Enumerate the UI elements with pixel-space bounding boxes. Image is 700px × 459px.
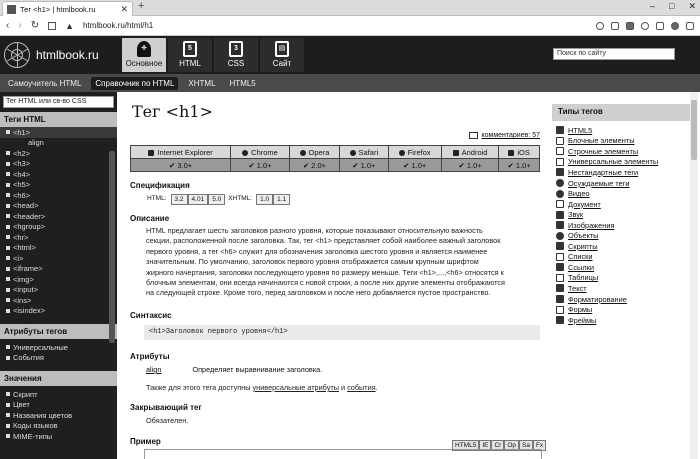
tile-css[interactable] bbox=[214, 38, 258, 72]
list-icon bbox=[556, 253, 564, 261]
script-icon bbox=[556, 242, 564, 250]
browser-name-opera: Opera bbox=[289, 146, 339, 159]
tagtype-document[interactable]: Документ bbox=[556, 199, 694, 210]
tagtype-block[interactable]: Блочные элементы bbox=[556, 136, 694, 147]
sidebar-item-color[interactable]: Цвет bbox=[0, 400, 117, 411]
closing-tag-text: Обязателен. bbox=[146, 416, 189, 425]
sidebar-item-head[interactable]: <head> bbox=[0, 201, 117, 212]
example-tab-firefox[interactable]: Fx bbox=[533, 440, 546, 451]
spec-heading: Спецификация bbox=[130, 181, 190, 190]
maximize-button[interactable]: □ bbox=[669, 1, 675, 11]
attributes-heading: Атрибуты тегов bbox=[0, 324, 117, 339]
tag-types-list bbox=[552, 121, 694, 325]
tagtype-objects[interactable]: Объекты bbox=[556, 230, 694, 241]
tagtype-lists[interactable]: Списки bbox=[556, 252, 694, 263]
browser-name-ios: iOS bbox=[499, 146, 540, 159]
attribute-row bbox=[146, 365, 322, 374]
frame-icon bbox=[556, 316, 564, 324]
tagtype-formatting[interactable]: Форматирование bbox=[556, 294, 694, 305]
left-sidebar bbox=[0, 92, 117, 459]
browser-version: ✔ 2.0+ bbox=[289, 159, 339, 172]
sidebar-item-h4[interactable]: <h4> bbox=[0, 169, 117, 180]
sidebar-item-universal[interactable]: Универсальные bbox=[0, 342, 117, 353]
window-controls bbox=[650, 1, 696, 12]
tagtype-tables[interactable]: Таблицы bbox=[556, 273, 694, 284]
ie-icon bbox=[148, 150, 154, 156]
forward-icon[interactable]: › bbox=[18, 20, 22, 31]
favicon-icon bbox=[7, 5, 16, 14]
safari-icon bbox=[350, 150, 356, 156]
site-logo[interactable] bbox=[4, 42, 99, 68]
example-tab-chrome[interactable]: Cr bbox=[491, 440, 504, 451]
page-scrollbar[interactable] bbox=[690, 92, 698, 459]
site-icon: ▤ bbox=[275, 41, 289, 57]
browser-name-android: Android bbox=[441, 146, 498, 159]
syntax-code: <h1>Заголовок первого уровня</h1> bbox=[144, 325, 540, 340]
video-icon bbox=[556, 190, 564, 198]
tile-basic[interactable] bbox=[122, 38, 166, 72]
description-text: HTML предлагает шесть заголовков разного уровня, которые показывают относительную важность секции, расположенной после заголовка. Так, тег <h1> представляет собой наиболее важный заголовок первого уровня, а тег <h6> служит для обозначения заголовка шестого уровня и является наименее значительным. По умолчанию, заголовок первого уровня отображается самым крупным шрифтом жирного начертания, заголовки последующего уровня по размеру меньше. Теги <h1>,...,<h6> относятся к блочным элементам, они всегда начинаются с новой строки, а после них другие элементы отображаются на следующей строке. Кроме того, перед заголовком и после него добавляется пустое пространство. bbox=[146, 226, 505, 298]
html5-icon: 5 bbox=[183, 41, 197, 57]
puzzle-icon: ✚ bbox=[137, 41, 151, 57]
comments-link[interactable]: комментариев: 57 bbox=[469, 132, 540, 139]
profile-icon[interactable] bbox=[671, 22, 679, 30]
tile-label: Сайт bbox=[272, 59, 292, 68]
spec-badges: HTML: 3.2 4.01 5.0 XHTML: 1.0 1.1 bbox=[144, 194, 290, 205]
subnav-xhtml[interactable]: XHTML bbox=[188, 78, 216, 88]
back-icon[interactable]: ‹ bbox=[6, 20, 10, 31]
sidebar-item-input[interactable]: <input> bbox=[0, 285, 117, 296]
sidebar-item-mime[interactable]: MIME-типы bbox=[0, 431, 117, 442]
universal-icon bbox=[556, 158, 564, 166]
syntax-heading: Синтаксис bbox=[130, 311, 172, 320]
browser-version: ✔ 1.0+ bbox=[441, 159, 498, 172]
right-sidebar bbox=[552, 104, 694, 459]
block-icon bbox=[556, 137, 564, 145]
tile-label: Основное bbox=[125, 59, 163, 68]
tag-search-input[interactable]: Тег HTML или св-во CSS bbox=[3, 96, 114, 108]
html5-icon bbox=[556, 126, 564, 134]
also-available-text: Также для этого тега доступны универсальные атрибуты и события. bbox=[146, 383, 378, 392]
tagtype-html5[interactable]: HTML5 bbox=[556, 125, 694, 136]
form-icon bbox=[556, 306, 564, 314]
tile-label: CSS bbox=[227, 59, 245, 68]
format-icon bbox=[556, 295, 564, 303]
subnav-html5[interactable]: HTML5 bbox=[229, 78, 256, 88]
sidebar-item-h5[interactable]: <h5> bbox=[0, 180, 117, 191]
tagtype-text[interactable]: Текст bbox=[556, 283, 694, 294]
comment-icon bbox=[469, 132, 478, 139]
sidebar-item-html[interactable]: <html> bbox=[0, 243, 117, 254]
events-link[interactable]: события bbox=[347, 383, 376, 392]
page-title: Тег <h1> bbox=[132, 102, 213, 121]
subnav-reference[interactable]: Справочник по HTML bbox=[91, 77, 178, 90]
sidebar-item-color-names[interactable]: Названия цветов bbox=[0, 410, 117, 421]
not-secure-icon[interactable]: ▲ bbox=[65, 20, 74, 31]
image-icon bbox=[556, 221, 564, 229]
tag-list bbox=[0, 127, 117, 316]
example-tab-safari[interactable]: Sa bbox=[519, 440, 533, 451]
example-tab-opera[interactable]: Op bbox=[504, 440, 519, 451]
sidebar-item-events[interactable]: События bbox=[0, 353, 117, 364]
tagtype-links[interactable]: Ссылки bbox=[556, 262, 694, 273]
browser-version: ✔ 1.0+ bbox=[499, 159, 540, 172]
browser-tabbar bbox=[0, 0, 700, 16]
extensions bbox=[596, 22, 694, 30]
tile-label: HTML bbox=[179, 59, 201, 68]
tile-html[interactable] bbox=[168, 38, 212, 72]
tile-site[interactable] bbox=[260, 38, 304, 72]
emoji-icon[interactable] bbox=[641, 22, 649, 30]
sidebar-item-h3[interactable]: <h3> bbox=[0, 159, 117, 170]
tagtype-audio[interactable]: Звук bbox=[556, 209, 694, 220]
sidebar-item-script[interactable]: Скрипт bbox=[0, 389, 117, 400]
chrome-icon bbox=[242, 150, 248, 156]
opera-icon bbox=[300, 150, 306, 156]
tag-list-scrollbar[interactable] bbox=[109, 151, 115, 343]
attr-align-link[interactable]: align bbox=[146, 365, 162, 374]
audio-icon bbox=[556, 211, 564, 219]
deprecated-icon bbox=[556, 179, 564, 187]
tags-heading: Теги HTML bbox=[0, 112, 117, 127]
extension-icon[interactable] bbox=[656, 22, 664, 30]
css3-icon: 3 bbox=[229, 41, 243, 57]
warning-icon bbox=[556, 168, 564, 176]
sidebar-item-hgroup[interactable]: <hgroup> bbox=[0, 222, 117, 233]
spider-web-icon bbox=[4, 42, 30, 68]
sidebar-item-header[interactable]: <header> bbox=[0, 211, 117, 222]
tag-types-heading: Типы тегов bbox=[552, 104, 694, 121]
subnav-tutorial[interactable]: Самоучитель HTML bbox=[8, 78, 82, 88]
scrollbar-thumb[interactable] bbox=[691, 100, 697, 160]
browser-name-firefox: Firefox bbox=[388, 146, 441, 159]
tagtype-frames[interactable]: Фреймы bbox=[556, 315, 694, 326]
main-content bbox=[130, 92, 542, 459]
bookmark-icon[interactable] bbox=[611, 22, 619, 30]
reload-icon[interactable]: ↻ bbox=[30, 20, 40, 31]
tagtype-inline[interactable]: Строчные элементы bbox=[556, 146, 694, 157]
site-search-input[interactable]: Поиск по сайту bbox=[553, 48, 675, 60]
sidebar-item-h1[interactable]: <h1> bbox=[0, 127, 117, 138]
android-icon bbox=[453, 150, 459, 156]
sidebar-item-isindex[interactable]: <isindex> bbox=[0, 306, 117, 317]
camera-icon[interactable] bbox=[596, 22, 604, 30]
close-tab-icon[interactable]: ✕ bbox=[120, 3, 128, 14]
browser-support-table bbox=[130, 145, 540, 172]
browser-version: ✔ 1.0+ bbox=[340, 159, 388, 172]
sub-navigation bbox=[0, 74, 700, 92]
closing-tag-heading: Закрывающий тег bbox=[130, 403, 202, 412]
tagtype-video[interactable]: Видео bbox=[556, 188, 694, 199]
close-window-button[interactable]: ✕ bbox=[688, 1, 696, 11]
inline-icon bbox=[556, 147, 564, 155]
example-tab-ie[interactable]: IE bbox=[479, 440, 491, 451]
address-bar bbox=[0, 16, 700, 36]
new-tab-button[interactable]: + bbox=[138, 0, 145, 12]
example-tab-html5[interactable]: HTML5 bbox=[452, 440, 479, 451]
description-heading: Описание bbox=[130, 214, 170, 223]
browser-version: ✔ 1.0+ bbox=[388, 159, 441, 172]
section-tiles bbox=[122, 38, 304, 72]
object-icon bbox=[556, 232, 564, 240]
tagtype-deprecated[interactable]: Осуждаемые теги bbox=[556, 178, 694, 189]
url-field[interactable]: htmlbook.ru/html/h1 bbox=[83, 21, 154, 30]
browser-tab[interactable] bbox=[2, 1, 133, 16]
menu-icon[interactable] bbox=[686, 22, 694, 30]
example-heading: Пример bbox=[130, 437, 161, 446]
apps-grid-icon[interactable] bbox=[48, 22, 56, 30]
values-heading: Значения bbox=[0, 371, 117, 386]
sidebar-item-align[interactable]: align bbox=[28, 138, 44, 148]
universal-attrs-link[interactable]: универсальные атрибуты bbox=[252, 383, 339, 392]
document-icon bbox=[556, 200, 564, 208]
sidebar-item-h6[interactable]: <h6> bbox=[0, 190, 117, 201]
apple-icon bbox=[508, 150, 514, 156]
sidebar-item-img[interactable]: <img> bbox=[0, 274, 117, 285]
browser-version: ✔ 1.0+ bbox=[231, 159, 290, 172]
sidebar-item-h2[interactable]: <h2> bbox=[0, 148, 117, 159]
sidebar-item-ins[interactable]: <ins> bbox=[0, 295, 117, 306]
sidebar-item-iframe[interactable]: <iframe> bbox=[0, 264, 117, 275]
tagtype-scripts[interactable]: Скрипты bbox=[556, 241, 694, 252]
tagtype-nonstandard[interactable]: Нестандартные теги bbox=[556, 167, 694, 178]
browser-version: ✔ 3.0+ bbox=[131, 159, 231, 172]
browser-name-ie: Internet Explorer bbox=[131, 146, 231, 159]
firefox-icon bbox=[399, 150, 405, 156]
tagtype-images[interactable]: Изображения bbox=[556, 220, 694, 231]
tab-title: Тег <h1> | htmlbook.ru bbox=[20, 4, 96, 14]
attributes-section-heading: Атрибуты bbox=[130, 352, 170, 361]
attr-align-desc: Определяет выравнивание заголовка. bbox=[192, 365, 323, 374]
tagtype-forms[interactable]: Формы bbox=[556, 304, 694, 315]
browser-name-safari: Safari bbox=[340, 146, 388, 159]
sidebar-item-hr[interactable]: <hr> bbox=[0, 232, 117, 243]
tagtype-universal[interactable]: Универсальные элементы bbox=[556, 157, 694, 168]
sidebar-item-i[interactable]: <i> bbox=[0, 253, 117, 264]
link-icon bbox=[556, 263, 564, 271]
example-code-box bbox=[144, 449, 542, 459]
table-icon bbox=[556, 274, 564, 282]
logo-text: htmlbook.ru bbox=[36, 48, 99, 62]
text-icon bbox=[556, 284, 564, 292]
browser-name-chrome: Chrome bbox=[231, 146, 290, 159]
download-icon[interactable] bbox=[626, 22, 634, 30]
minimize-button[interactable]: – bbox=[650, 1, 656, 11]
sidebar-item-lang-codes[interactable]: Коды языков bbox=[0, 421, 117, 432]
